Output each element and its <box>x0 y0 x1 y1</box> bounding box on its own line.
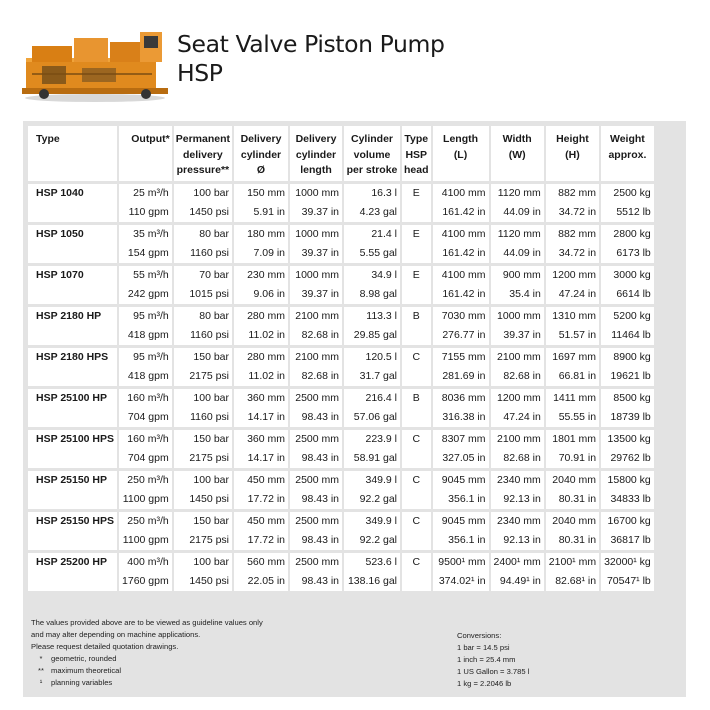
table-cell: 100 bar <box>174 553 232 572</box>
footnote-mark: * <box>39 654 43 664</box>
column-header-line: Delivery <box>295 133 337 145</box>
conversions-title: Conversions: <box>457 631 502 640</box>
table-cell: 900 mm <box>491 266 544 285</box>
column-header <box>402 126 431 181</box>
table-cell <box>402 367 431 386</box>
table-cell: 1000 mm <box>290 184 342 203</box>
column-header <box>119 126 172 181</box>
table-cell: 2100¹ mm <box>546 553 599 572</box>
table-cell: 2100 mm <box>491 348 544 367</box>
title-line-2: HSP <box>177 59 223 87</box>
table-cell: 51.57 in <box>546 326 599 345</box>
table-body <box>28 181 654 591</box>
table-cell: 98.43 in <box>290 449 342 468</box>
table-cell: 180 mm <box>234 225 288 244</box>
table-cell: 35 m³/h <box>119 225 172 244</box>
table-cell: 34.9 l <box>344 266 400 285</box>
table-cell: 17.72 in <box>234 531 288 550</box>
table-cell: 2040 mm <box>546 471 599 490</box>
table-cell: 250 m³/h <box>119 471 172 490</box>
table-cell: 1160 psi <box>174 326 232 345</box>
table-cell: B <box>402 389 431 408</box>
table-cell: 2500 mm <box>290 389 342 408</box>
table-cell: 18739 lb <box>601 408 654 427</box>
table-cell: 1000 mm <box>290 225 342 244</box>
table-cell: 704 gpm <box>119 449 172 468</box>
page-title <box>177 30 445 88</box>
table-cell: 4100 mm <box>433 225 489 244</box>
table-cell: 6173 lb <box>601 244 654 263</box>
table-cell: 80.31 in <box>546 490 599 509</box>
column-header-line: Width <box>502 133 532 145</box>
table-cell: 1200 mm <box>491 389 544 408</box>
table-cell: 58.91 gal <box>344 449 400 468</box>
column-header-line: Height <box>556 133 589 145</box>
table-cell: 70 bar <box>174 266 232 285</box>
table-cell: 2340 mm <box>491 512 544 531</box>
conversion-line: 1 bar = 14.5 psi <box>457 643 510 653</box>
table-cell: 356.1 in <box>433 490 489 509</box>
table-cell: 281.69 in <box>433 367 489 386</box>
table-cell: 80 bar <box>174 225 232 244</box>
column-header-line: volume <box>353 148 391 161</box>
table-cell: 9500¹ mm <box>433 553 489 572</box>
table-cell: 138.16 gal <box>344 572 400 591</box>
table-cell: 2400¹ mm <box>491 553 544 572</box>
table-cell: 560 mm <box>234 553 288 572</box>
table-cell: 216.4 l <box>344 389 400 408</box>
table-cell <box>402 449 431 468</box>
table-cell <box>402 408 431 427</box>
table-cell <box>402 203 431 222</box>
note-line: The values provided above are to be viewed as guideline values only <box>31 618 263 627</box>
table-cell: 360 mm <box>234 430 288 449</box>
footnote-text: geometric, rounded <box>51 654 117 664</box>
column-header-line: HSP <box>405 148 428 161</box>
table-cell: 100 bar <box>174 389 232 408</box>
table-cell: 160 m³/h <box>119 430 172 449</box>
table-cell: 16.3 l <box>344 184 400 203</box>
table-cell: C <box>402 553 431 572</box>
table-cell: 2175 psi <box>174 449 232 468</box>
column-header-line: approx. <box>608 148 647 161</box>
pump-type: HSP 1040 <box>28 184 117 222</box>
table-cell: 29762 lb <box>601 449 654 468</box>
table-cell <box>402 285 431 304</box>
table-cell: C <box>402 471 431 490</box>
table-cell: 2100 mm <box>290 307 342 326</box>
table-cell: 1450 psi <box>174 490 232 509</box>
table-cell: 100 bar <box>174 184 232 203</box>
table-cell: 1160 psi <box>174 244 232 263</box>
table-cell: 2100 mm <box>290 348 342 367</box>
table-cell: C <box>402 430 431 449</box>
table-row <box>28 244 654 263</box>
table-cell: 1450 psi <box>174 572 232 591</box>
pump-machine-image <box>22 28 168 102</box>
table-cell: 360 mm <box>234 389 288 408</box>
table-cell: 11.02 in <box>234 367 288 386</box>
column-header-line: Type <box>404 133 429 145</box>
table-row <box>28 553 654 572</box>
conversion-line: 1 inch = 25.4 mm <box>457 655 516 665</box>
table-cell: 98.43 in <box>290 490 342 509</box>
column-header-line: per stroke <box>346 164 398 176</box>
column-header <box>290 126 342 181</box>
table-cell: 98.43 in <box>290 572 342 591</box>
table-cell: 100 bar <box>174 471 232 490</box>
table-cell <box>402 244 431 263</box>
table-cell: 161.42 in <box>433 285 489 304</box>
table-cell: 8.98 gal <box>344 285 400 304</box>
table-cell: 17.72 in <box>234 490 288 509</box>
table-cell: 450 mm <box>234 471 288 490</box>
spec-table <box>26 126 656 591</box>
table-row <box>28 389 654 408</box>
table-cell: 94.49¹ in <box>491 572 544 591</box>
table-cell: 16700 kg <box>601 512 654 531</box>
table-row <box>28 307 654 326</box>
table-cell: 80 bar <box>174 307 232 326</box>
table-cell: 55 m³/h <box>119 266 172 285</box>
table-cell: 39.37 in <box>290 244 342 263</box>
table-cell: 161.42 in <box>433 203 489 222</box>
column-header-line: length <box>300 164 332 176</box>
table-cell: 2340 mm <box>491 471 544 490</box>
table-cell: 161.42 in <box>433 244 489 263</box>
table-cell: 14.17 in <box>234 449 288 468</box>
table-cell: 39.37 in <box>290 285 342 304</box>
table-row <box>28 471 654 490</box>
table-cell: 1100 gpm <box>119 490 172 509</box>
table-row <box>28 326 654 345</box>
footnote <box>31 677 263 689</box>
column-header-line: cylinder <box>295 148 337 161</box>
table-cell: 349.9 l <box>344 512 400 531</box>
title-line-1: Seat Valve Piston Pump <box>177 30 445 58</box>
table-cell: 242 gpm <box>119 285 172 304</box>
table-cell: 15800 kg <box>601 471 654 490</box>
column-header <box>546 126 599 181</box>
footnote <box>31 665 263 677</box>
table-cell: 316.38 in <box>433 408 489 427</box>
column-header-line: cylinder <box>240 148 282 161</box>
table-cell: 82.68¹ in <box>546 572 599 591</box>
header-row <box>28 126 654 181</box>
column-header-line: Weight <box>610 133 645 145</box>
table-cell: 2040 mm <box>546 512 599 531</box>
table-cell: 6614 lb <box>601 285 654 304</box>
footnote-text: maximum theoretical <box>51 666 122 676</box>
pump-type: HSP 1070 <box>28 266 117 304</box>
table-cell: 9045 mm <box>433 471 489 490</box>
table-cell: 98.43 in <box>290 408 342 427</box>
table-cell: 1120 mm <box>491 184 544 203</box>
table-cell: 11.02 in <box>234 326 288 345</box>
table-cell <box>402 572 431 591</box>
table-cell: 150 bar <box>174 348 232 367</box>
table-cell: 11464 lb <box>601 326 654 345</box>
table-row <box>28 225 654 244</box>
table-cell: 230 mm <box>234 266 288 285</box>
table-cell: 44.09 in <box>491 244 544 263</box>
column-header-line: head <box>404 164 429 176</box>
table-cell: 2500 mm <box>290 512 342 531</box>
table-cell: 882 mm <box>546 184 599 203</box>
table-cell: 2500 kg <box>601 184 654 203</box>
table-cell: 47.24 in <box>546 285 599 304</box>
table-cell: 223.9 l <box>344 430 400 449</box>
table-cell: 3000 kg <box>601 266 654 285</box>
table-cell: 150 mm <box>234 184 288 203</box>
column-header <box>344 126 400 181</box>
table-cell: 82.68 in <box>290 367 342 386</box>
table-cell: 4100 mm <box>433 184 489 203</box>
table-row <box>28 184 654 203</box>
table-row <box>28 512 654 531</box>
table-cell: 95 m³/h <box>119 307 172 326</box>
table-cell <box>402 326 431 345</box>
table-cell: E <box>402 225 431 244</box>
table-cell: 34.72 in <box>546 244 599 263</box>
table-cell: 47.24 in <box>491 408 544 427</box>
table-cell: 5512 lb <box>601 203 654 222</box>
table-cell: 5.91 in <box>234 203 288 222</box>
table-cell: 450 mm <box>234 512 288 531</box>
table-cell: 98.43 in <box>290 531 342 550</box>
table-cell: 39.37 in <box>491 326 544 345</box>
column-header <box>174 126 232 181</box>
column-header <box>433 126 489 181</box>
table-cell: 92.13 in <box>491 531 544 550</box>
table-cell: 110 gpm <box>119 203 172 222</box>
pump-type: HSP 2180 HP <box>28 307 117 345</box>
table-cell: 1000 mm <box>491 307 544 326</box>
table-cell: 154 gpm <box>119 244 172 263</box>
note-line: and may alter depending on machine applications. <box>31 630 201 640</box>
table-cell: 374.02¹ in <box>433 572 489 591</box>
table-cell: 70.91 in <box>546 449 599 468</box>
table-cell: 7030 mm <box>433 307 489 326</box>
table-cell: 95 m³/h <box>119 348 172 367</box>
column-header <box>601 126 654 181</box>
table-cell: 1160 psi <box>174 408 232 427</box>
table-cell: 5.55 gal <box>344 244 400 263</box>
table-cell: 9.06 in <box>234 285 288 304</box>
table-cell: B <box>402 307 431 326</box>
table-cell: 1000 mm <box>290 266 342 285</box>
table-cell: 882 mm <box>546 225 599 244</box>
table-cell: 92.2 gal <box>344 531 400 550</box>
table-cell: 250 m³/h <box>119 512 172 531</box>
table-cell: 327.05 in <box>433 449 489 468</box>
table-cell: 400 m³/h <box>119 553 172 572</box>
table-cell: 70547¹ lb <box>601 572 654 591</box>
pump-type: HSP 25100 HPS <box>28 430 117 468</box>
table-cell: C <box>402 512 431 531</box>
column-header-line: Length <box>443 133 479 145</box>
table-cell: 22.05 in <box>234 572 288 591</box>
table-cell: 2500 mm <box>290 430 342 449</box>
table-row <box>28 367 654 386</box>
column-header-line: Type <box>36 133 60 145</box>
table-cell: 1801 mm <box>546 430 599 449</box>
table-row <box>28 490 654 509</box>
table-cell: 418 gpm <box>119 326 172 345</box>
table-row <box>28 449 654 468</box>
table-cell: 31.7 gal <box>344 367 400 386</box>
conversion-line: 1 US Gallon = 3.785 l <box>457 667 530 677</box>
table-cell: 1015 psi <box>174 285 232 304</box>
table-row <box>28 430 654 449</box>
conversions <box>457 630 529 690</box>
table-cell: 80.31 in <box>546 531 599 550</box>
table-cell: 1697 mm <box>546 348 599 367</box>
table-cell: 1310 mm <box>546 307 599 326</box>
pump-type: HSP 25150 HP <box>28 471 117 509</box>
table-cell: 349.9 l <box>344 471 400 490</box>
table-cell: 150 bar <box>174 512 232 531</box>
table-cell: 14.17 in <box>234 408 288 427</box>
column-header <box>28 126 117 181</box>
footnote-mark: ¹ <box>39 678 43 688</box>
table-cell: 523.6 l <box>344 553 400 572</box>
table-cell: 19621 lb <box>601 367 654 386</box>
note-line: Please request detailed quotation drawings. <box>31 642 179 652</box>
column-header-line: pressure** <box>176 164 230 176</box>
table-cell: 92.13 in <box>491 490 544 509</box>
table-cell: 82.68 in <box>290 326 342 345</box>
table-cell: 21.4 l <box>344 225 400 244</box>
column-header-line: Permanent <box>175 133 231 145</box>
table-cell: C <box>402 348 431 367</box>
table-cell: 2800 kg <box>601 225 654 244</box>
column-header <box>234 126 288 181</box>
table-cell: 57.06 gal <box>344 408 400 427</box>
table-cell <box>402 531 431 550</box>
table-cell: 25 m³/h <box>119 184 172 203</box>
table-cell: 2175 psi <box>174 531 232 550</box>
footnote <box>31 653 263 665</box>
table-cell: 2175 psi <box>174 367 232 386</box>
table-cell: 8900 kg <box>601 348 654 367</box>
table-cell: 34833 lb <box>601 490 654 509</box>
pump-type: HSP 25200 HP <box>28 553 117 591</box>
table-cell: 29.85 gal <box>344 326 400 345</box>
table-cell: 2500 mm <box>290 553 342 572</box>
column-header-line: (W) <box>508 148 526 161</box>
table-cell: 34.72 in <box>546 203 599 222</box>
table-cell: 92.2 gal <box>344 490 400 509</box>
table-cell: 82.68 in <box>491 367 544 386</box>
pump-type: HSP 25150 HPS <box>28 512 117 550</box>
table-cell: 82.68 in <box>491 449 544 468</box>
table-cell: 160 m³/h <box>119 389 172 408</box>
table-cell: 13500 kg <box>601 430 654 449</box>
table-cell: 5200 kg <box>601 307 654 326</box>
column-header-line: Delivery <box>240 133 282 145</box>
table-cell: 280 mm <box>234 307 288 326</box>
table-row <box>28 531 654 550</box>
pump-type: HSP 2180 HPS <box>28 348 117 386</box>
table-cell: 44.09 in <box>491 203 544 222</box>
table-cell: 66.81 in <box>546 367 599 386</box>
table-cell: 1760 gpm <box>119 572 172 591</box>
table-cell: 36817 lb <box>601 531 654 550</box>
table-row <box>28 203 654 222</box>
table-cell: 7.09 in <box>234 244 288 263</box>
table-cell <box>402 490 431 509</box>
table-cell: 356.1 in <box>433 531 489 550</box>
table-cell: 418 gpm <box>119 367 172 386</box>
column-header-line: (L) <box>453 148 468 161</box>
table-cell: 8307 mm <box>433 430 489 449</box>
column-header <box>491 126 544 181</box>
table-cell: 276.77 in <box>433 326 489 345</box>
table-cell: 1120 mm <box>491 225 544 244</box>
table-cell: 9045 mm <box>433 512 489 531</box>
column-header-line: (H) <box>565 148 580 161</box>
table-cell: 35.4 in <box>491 285 544 304</box>
table-row <box>28 266 654 285</box>
table-cell: 2500 mm <box>290 471 342 490</box>
table-cell: 113.3 l <box>344 307 400 326</box>
table-cell: 1450 psi <box>174 203 232 222</box>
column-header-line: Cylinder <box>351 133 394 145</box>
table-cell: 1411 mm <box>546 389 599 408</box>
table-cell: 8500 kg <box>601 389 654 408</box>
table-cell: 1200 mm <box>546 266 599 285</box>
table-cell: 704 gpm <box>119 408 172 427</box>
table-row <box>28 348 654 367</box>
table-cell: E <box>402 266 431 285</box>
conversion-line: 1 kg = 2.2046 lb <box>457 679 512 689</box>
table-cell: 4100 mm <box>433 266 489 285</box>
footnote-text: planning variables <box>51 678 113 688</box>
pump-type: HSP 25100 HP <box>28 389 117 427</box>
table-cell: 1100 gpm <box>119 531 172 550</box>
table-cell: 150 bar <box>174 430 232 449</box>
table-cell: E <box>402 184 431 203</box>
column-header-line: delivery <box>183 148 223 161</box>
column-header-line: Output* <box>131 133 170 145</box>
notes <box>31 617 263 690</box>
pump-type: HSP 1050 <box>28 225 117 263</box>
table-cell: 7155 mm <box>433 348 489 367</box>
table-cell: 39.37 in <box>290 203 342 222</box>
table-cell: 120.5 l <box>344 348 400 367</box>
table-cell: 2100 mm <box>491 430 544 449</box>
header <box>0 0 710 120</box>
table-cell: 55.55 in <box>546 408 599 427</box>
table-row <box>28 285 654 304</box>
table-cell: 4.23 gal <box>344 203 400 222</box>
table-cell: 8036 mm <box>433 389 489 408</box>
table-row <box>28 408 654 427</box>
table-cell: 280 mm <box>234 348 288 367</box>
column-header-line: Ø <box>256 164 266 176</box>
footnote-mark: ** <box>38 666 44 676</box>
table-cell: 32000¹ kg <box>601 553 654 572</box>
table-row <box>28 572 654 591</box>
